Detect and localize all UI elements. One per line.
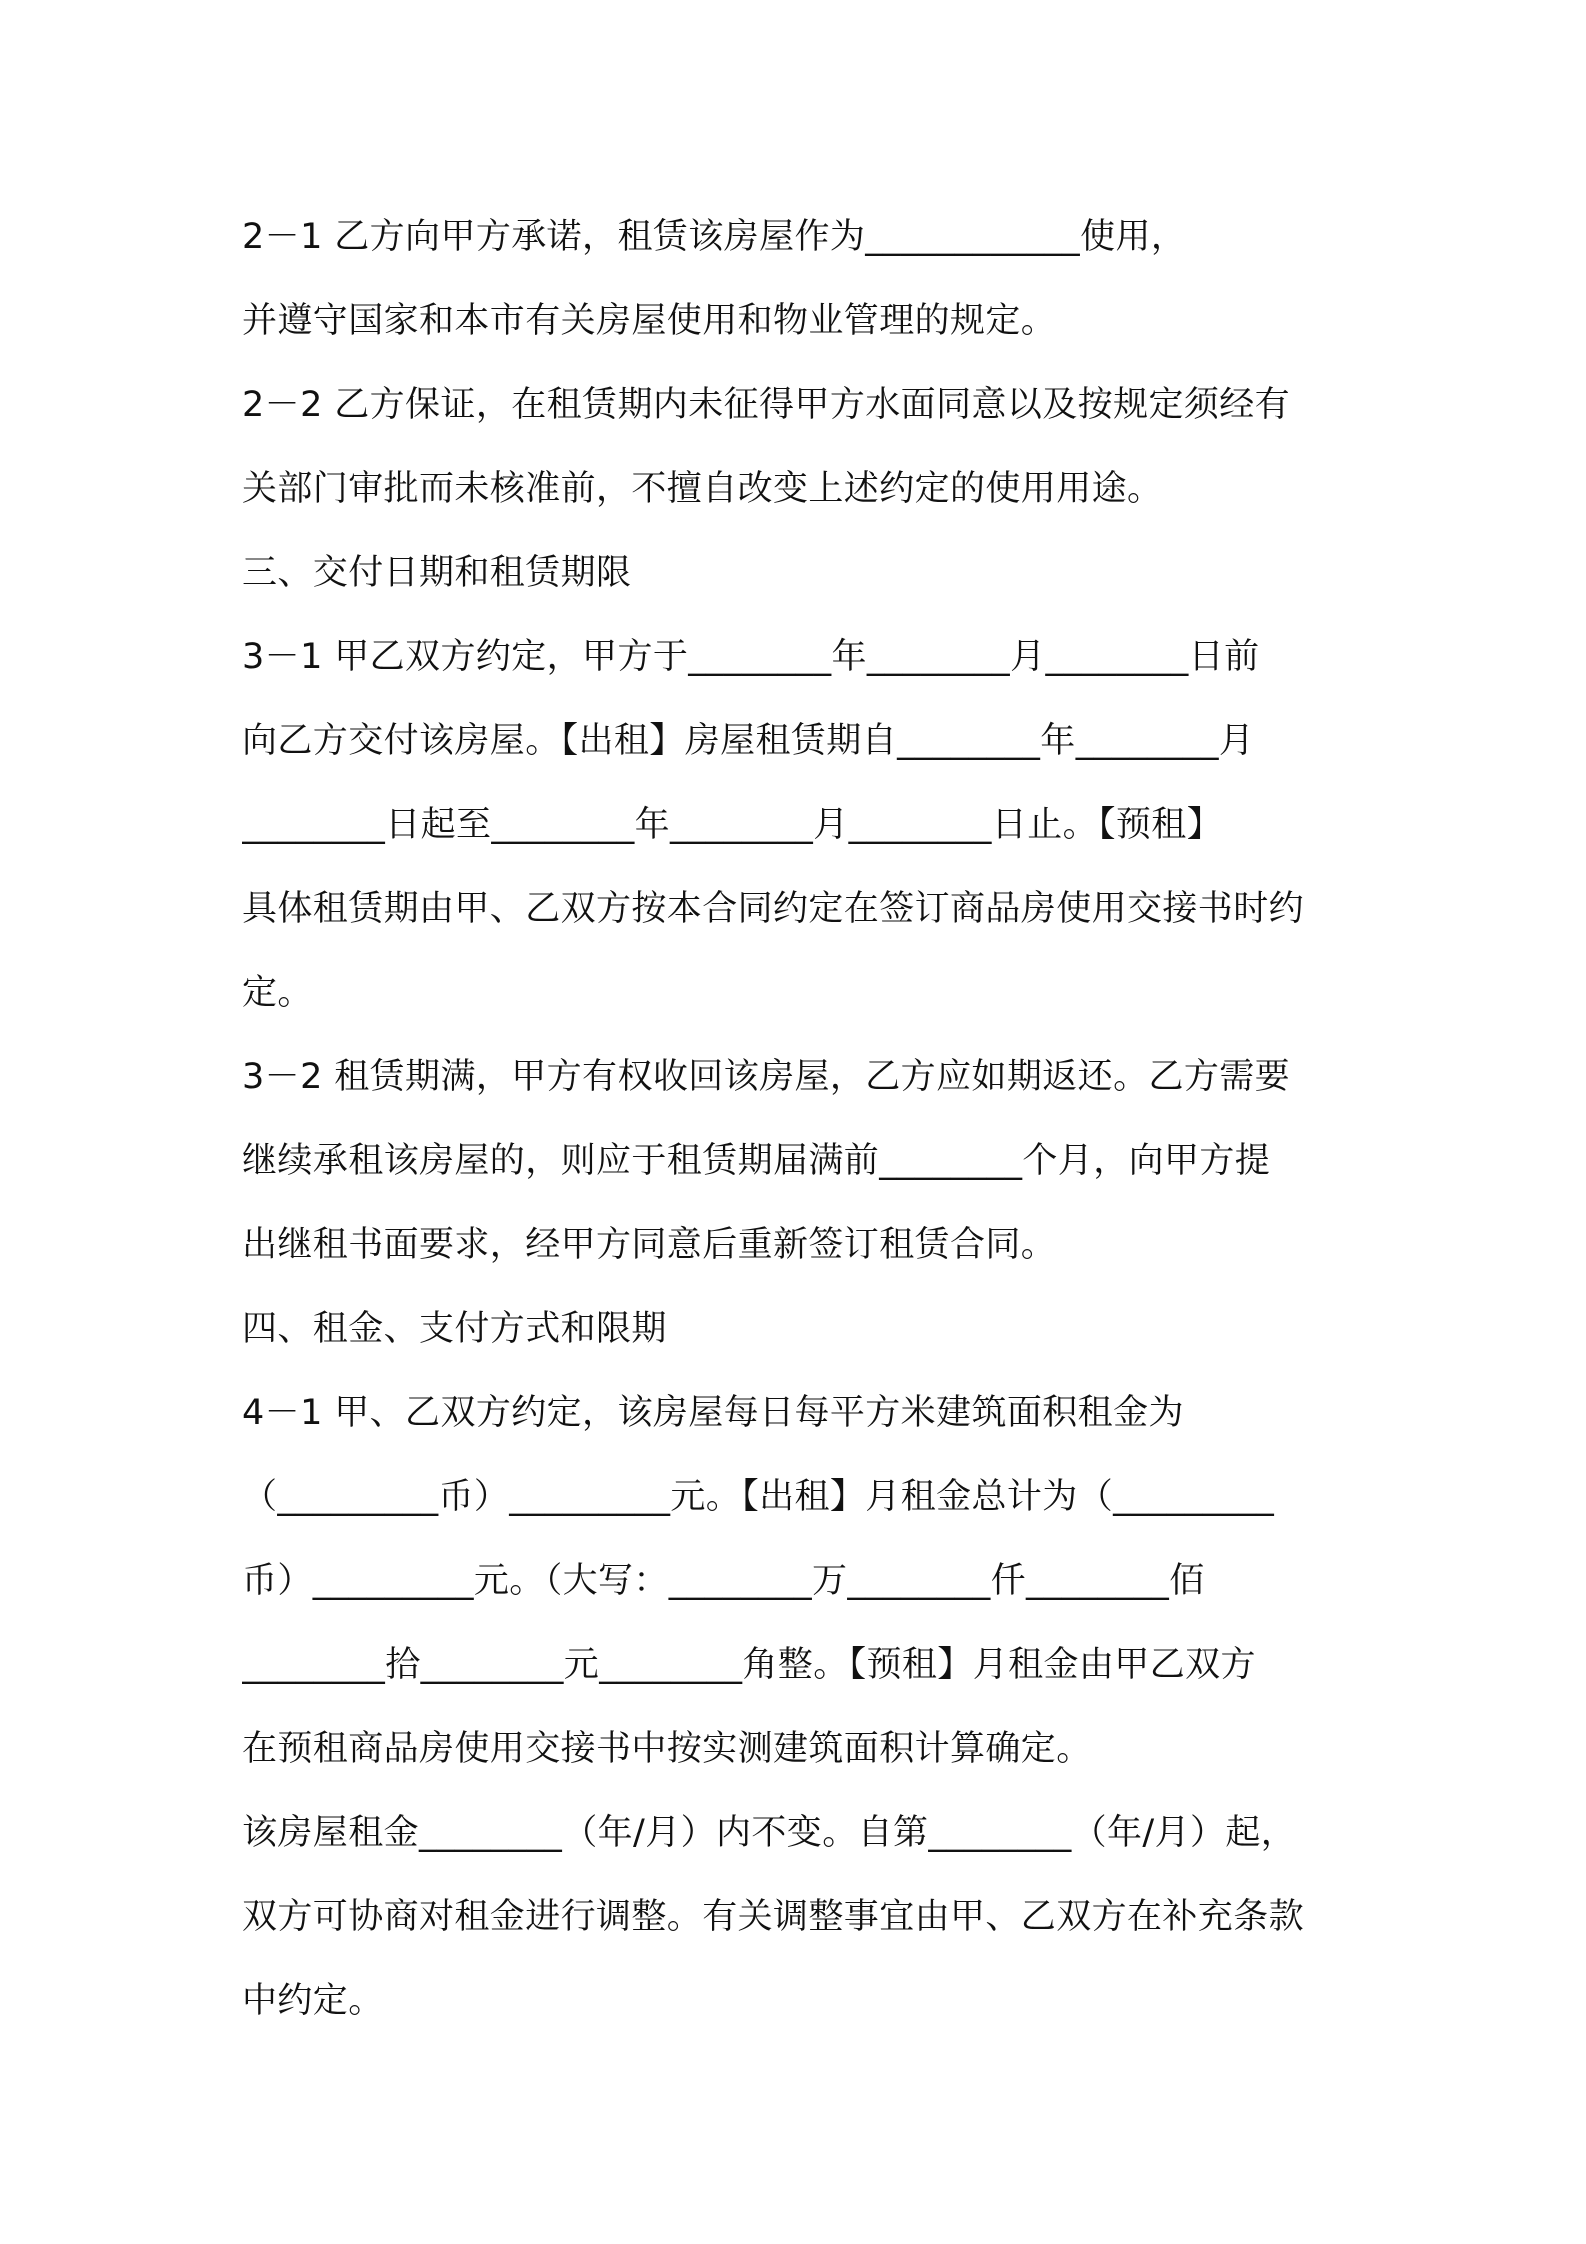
clause-3-1-line-5: 定。	[242, 973, 313, 1013]
clause-3-2-line-1: 3－2 租赁期满，甲方有权收回该房屋，乙方应如期返还。乙方需要	[242, 1057, 1291, 1097]
section-4-heading: 四、租金、支付方式和限期	[242, 1309, 667, 1349]
rent-adjustment-line-3: 中约定。	[242, 1981, 384, 2021]
clause-3-1-line-1: 3－1 甲乙双方约定，甲方于________年________月________日前	[242, 637, 1260, 677]
section-3-heading: 三、交付日期和租赁期限	[242, 553, 632, 593]
clause-2-1-line-1: 2－1 乙方向甲方承诺，租赁该房屋作为____________使用，	[242, 217, 1187, 257]
rent-adjustment-line-2: 双方可协商对租金进行调整。有关调整事宜由甲、乙双方在补充条款	[242, 1897, 1305, 1937]
clause-2-2-line-1: 2－2 乙方保证，在租赁期内未征得甲方水面同意以及按规定须经有	[242, 385, 1291, 425]
clause-4-1-line-1: 4－1 甲、乙双方约定，该房屋每日每平方米建筑面积租金为	[242, 1393, 1184, 1433]
clause-3-2-line-2: 继续承租该房屋的，则应于租赁期届满前________个月，向甲方提	[242, 1141, 1271, 1181]
document-body	[242, 195, 1372, 2043]
clause-4-1-line-4: ________拾________元________角整。【预租】月租金由甲乙双方	[242, 1645, 1256, 1685]
clause-4-1-line-5: 在预租商品房使用交接书中按实测建筑面积计算确定。	[242, 1729, 1092, 1769]
clause-3-2-line-3: 出继租书面要求，经甲方同意后重新签订租赁合同。	[242, 1225, 1057, 1265]
clause-4-1-line-3: 币）_________元。（大写：________万________仟________佰	[242, 1561, 1205, 1601]
clause-3-1-line-3: ________日起至________年________月________日止。【预租】	[242, 805, 1223, 845]
clause-3-1-line-4: 具体租赁期由甲、乙双方按本合同约定在签订商品房使用交接书时约	[242, 889, 1305, 929]
clause-4-1-line-2: （_________币）_________元。【出租】月租金总计为（_________	[242, 1477, 1275, 1517]
clause-2-1-line-2: 并遵守国家和本市有关房屋使用和物业管理的规定。	[242, 301, 1057, 341]
rent-adjustment-line-1: 该房屋租金________（年/月）内不变。自第________（年/月）起，	[242, 1813, 1297, 1853]
clause-2-2-line-2: 关部门审批而未核准前，不擅自改变上述约定的使用用途。	[242, 469, 1163, 509]
clause-3-1-line-2: 向乙方交付该房屋。【出租】房屋租赁期自________年________月	[242, 721, 1255, 761]
